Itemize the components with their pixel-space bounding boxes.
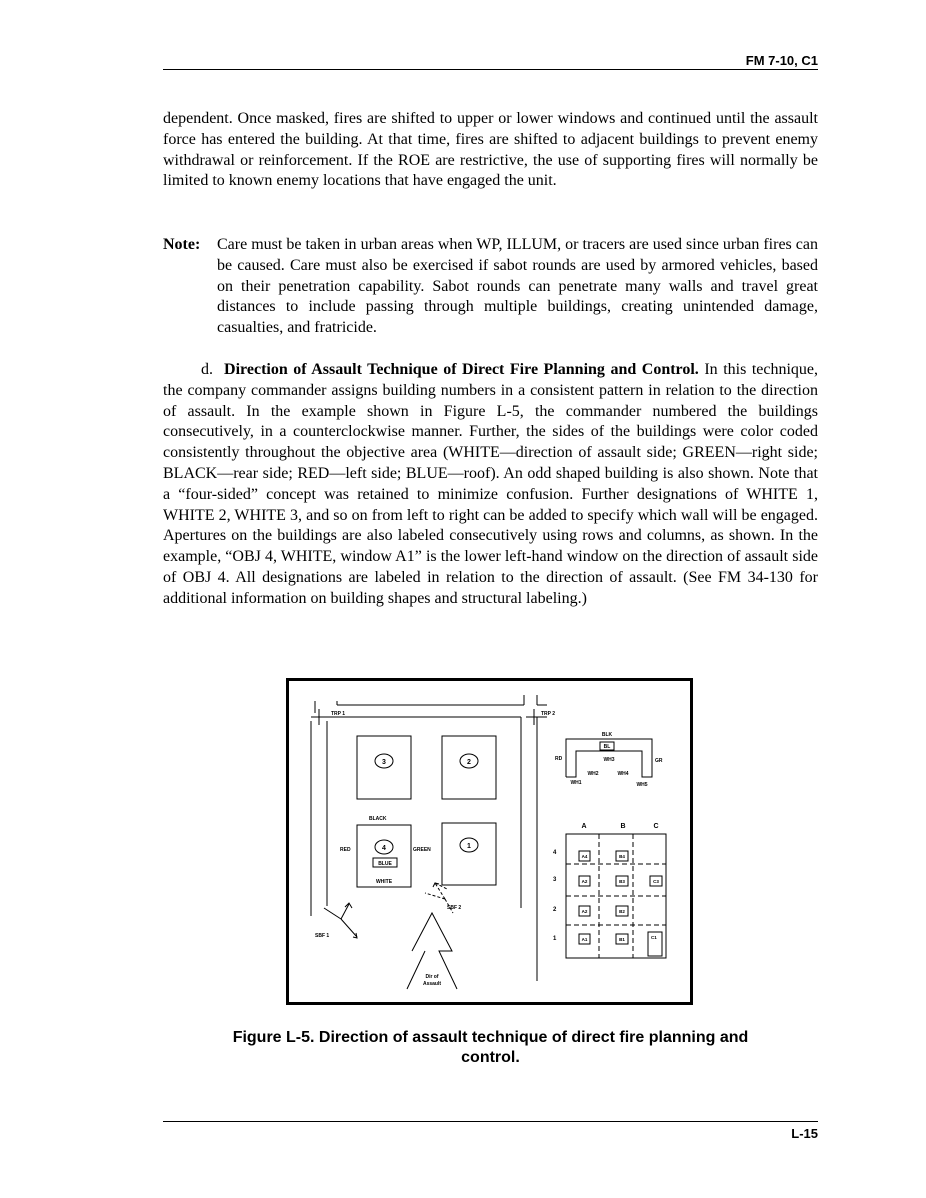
building-1-number: 1 [467,843,471,850]
sbf1-marker [341,904,349,919]
window-c1-label: C1 [651,935,657,940]
odd-wh4-label: WH4 [617,771,629,777]
dir-of-assault-line1: Dir of [425,974,439,980]
dir-of-assault-line2: Assault [422,981,442,987]
red-side-label: RED [340,847,351,853]
grid-row-3: 3 [553,877,557,883]
building-1 [442,823,496,885]
building-4 [357,825,411,887]
trp1-label: TRP 1 [331,711,346,717]
window-b4-label: B4 [619,854,625,859]
paragraph-d-text: In this technique, the company commander assigns building numbers in a consistent pattern in relation to the direction of assault. In the example shown in Figure L-5, the commander numbered the buildings consecutively, in a counterclockwise manner. Further, the sides of the buildings were color coded consistently throughout the objective area (WHITE—direction of assault side; GREEN—right side; BLACK—rear side; RED—left side; BLUE—roof). An odd shaped building is also shown. Note that a “four-sided” concept was retained to minimize confusion. Further designations of WHITE 1, WHITE 2, WHITE 3, and so on from left to right can be added to specify which wall will be engaged. Apertures on the buildings are also labeled consecutively using rows and columns, as shown. In the example, “OBJ 4, WHITE, window A1” is the lower left-hand window on the direction of assault side of OBJ 4. All designations are labeled in relation to the direction of assault. (See FM 34-130 for additional information on building shapes and structural labeling.) [163,361,819,607]
figure-caption [163,1028,818,1068]
header-rule [163,69,818,70]
grid-row-4: 4 [553,850,557,856]
document-id-header: FM 7-10, C1 [745,53,818,68]
grid-col-b: B [620,823,626,830]
note-text: Care must be taken in urban areas when WP, ILLUM, or tracers are used since urban fires can be caused. Care must also be exercised if sabot rounds are used by armored vehicles, based on their penetration capability. Sabot rounds can penetrate many walls and travel great distances to include passing through multiple buildings, creating unintended damage, casualties, and fratricide. [217,236,818,337]
odd-blk-label: BLK [601,732,613,738]
window-b3-label: B3 [619,879,625,884]
paragraph-d-letter: d. [201,361,213,378]
window-c3-label: C3 [653,879,659,884]
black-side-label: BLACK [369,816,387,822]
odd-rd-label: RD [555,756,563,762]
paragraph-continuation: dependent. Once masked, fires are shifted to upper or lower windows and continued until the assault force has entered the building. At that time, fires are shifted to adjacent buildings to prevent enemy withdrawal or reinforcement. If the ROE are restrictive, the use of supporting fires will normally be limited to known enemy locations that have engaged the unit. [163,110,818,190]
paragraph-d-heading: Direction of Assault Technique of Direct Fire Planning and Control. [224,361,699,378]
odd-wh5-label: WH5 [636,782,648,788]
trp2-label: TRP 2 [541,711,556,717]
paragraph-d [163,360,818,610]
odd-wh1-label: WH1 [570,780,582,786]
figure-caption-line2: control. [461,1049,520,1066]
sbf1-marker [341,919,357,937]
window-a1-label: A1 [581,937,588,942]
footer-rule [163,1121,818,1122]
grid-col-a: A [581,823,587,830]
window-a4-label: A4 [581,854,588,859]
sbf1-label: SBF 1 [315,933,330,939]
odd-wh2-label: WH2 [587,771,599,777]
odd-gr-label: GR [655,758,663,764]
odd-bl-label: BL [603,744,611,750]
page-number: L-15 [791,1126,818,1141]
figure-caption-line1: Figure L-5. Direction of assault technique of direct fire planning and [232,1029,749,1046]
blue-roof-label: BLUE [378,861,392,867]
sbf2-label: SBF 2 [447,905,462,911]
window-b1-label: B1 [619,937,625,942]
green-side-label: GREEN [413,847,431,853]
figure-l5-diagram [289,681,690,1002]
white-side-label: WHITE [375,879,393,885]
window-a2-label: A2 [581,909,588,914]
building-2-number: 2 [467,759,471,766]
grid-row-1: 1 [553,936,557,942]
building-4-number: 4 [382,845,386,852]
building-3-number: 3 [382,759,386,766]
grid-row-2: 2 [553,907,557,913]
grid-col-c: C [653,823,659,830]
window-a3-label: A2 [581,879,588,884]
odd-wh3-label: WH3 [603,757,615,763]
window-b2-label: B2 [619,909,625,914]
figure-l5-frame [286,678,693,1005]
sbf1-marker [324,908,341,919]
note-label: Note: [163,236,201,253]
